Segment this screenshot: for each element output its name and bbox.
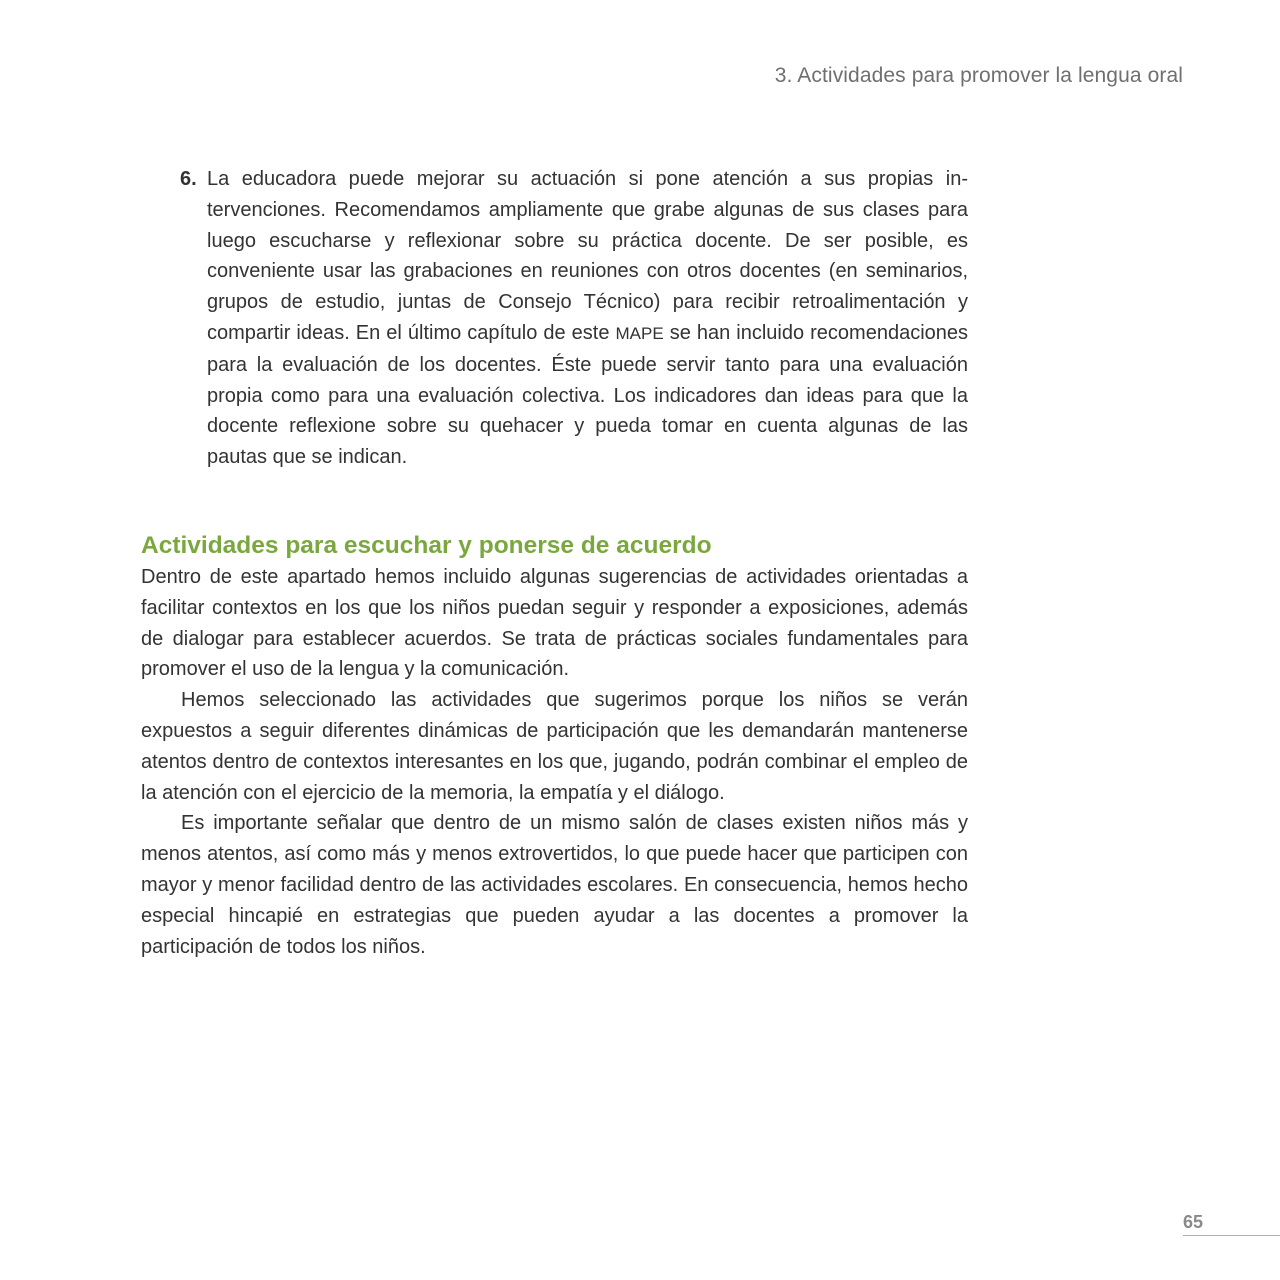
item-text-part2: se han incluido recomendaciones para la evaluación de los docentes. Éste puede servir tanto para una evaluación propia como para una evaluación colectiva. Los indicadores dan ideas para que la docente reflexione sobre su quehacer y pueda tomar en cuenta algunas de las pautas que se indican. bbox=[207, 321, 969, 469]
section-listening-activities bbox=[141, 530, 968, 962]
page-number: 65 bbox=[1183, 1212, 1204, 1232]
acronym-mape: MAPE bbox=[615, 323, 664, 343]
paragraph-2: Hemos seleccionado las actividades que sugerimos porque los niños se verán expuestos a seguir diferentes dinámicas de participación que les demandarán mantenerse atentos dentro de contextos interesantes en los que, jugando, podrán combinar el empleo de la atención con el ejercicio de la memoria, la empatía y el diálogo. bbox=[141, 689, 968, 804]
item-text bbox=[207, 164, 968, 473]
running-header: 3. Actividades para promover la lengua oral bbox=[774, 64, 1183, 87]
item-text-part1: La educadora puede mejorar su actuación si pone atención a sus propias intervenciones. Recomendamos ampliamente que grabe algunas de sus clases para luego escucharse y reflexionar sobre su práctica docente. De ser posible, es conveniente usar las grabaciones en reuniones con otros docentes (en seminarios, grupos de estudio, juntas de Consejo Técnico) para recibir retroalimentación y compartir ideas. En el último capítulo de este bbox=[207, 168, 968, 344]
paragraph-1: Dentro de este apartado hemos incluido algunas sugerencias de actividades orientadas a facilitar contextos en los que los niños puedan seguir y responder a exposiciones, además de dialogar para establecer acuerdos. Se trata de prácticas sociales fundamentales para promover el uso de la lengua y la comunicación. bbox=[141, 566, 968, 681]
paragraph-3: Es importante señalar que dentro de un mismo salón de clases existen niños más y menos atentos, así como más y menos extrovertidos, lo que puede hacer que participen con mayor y menor facilidad dentro de las actividades escolares. En consecuencia, hemos hecho especial hincapié en estrategias que pueden ayudar a las docentes a promover la participación de todos los niños. bbox=[141, 812, 968, 958]
footer-rule bbox=[1183, 1235, 1280, 1236]
item-number: 6. bbox=[180, 168, 197, 190]
section-heading: Actividades para escuchar y ponerse de acuerdo bbox=[141, 532, 712, 559]
numbered-item-6 bbox=[180, 164, 968, 473]
